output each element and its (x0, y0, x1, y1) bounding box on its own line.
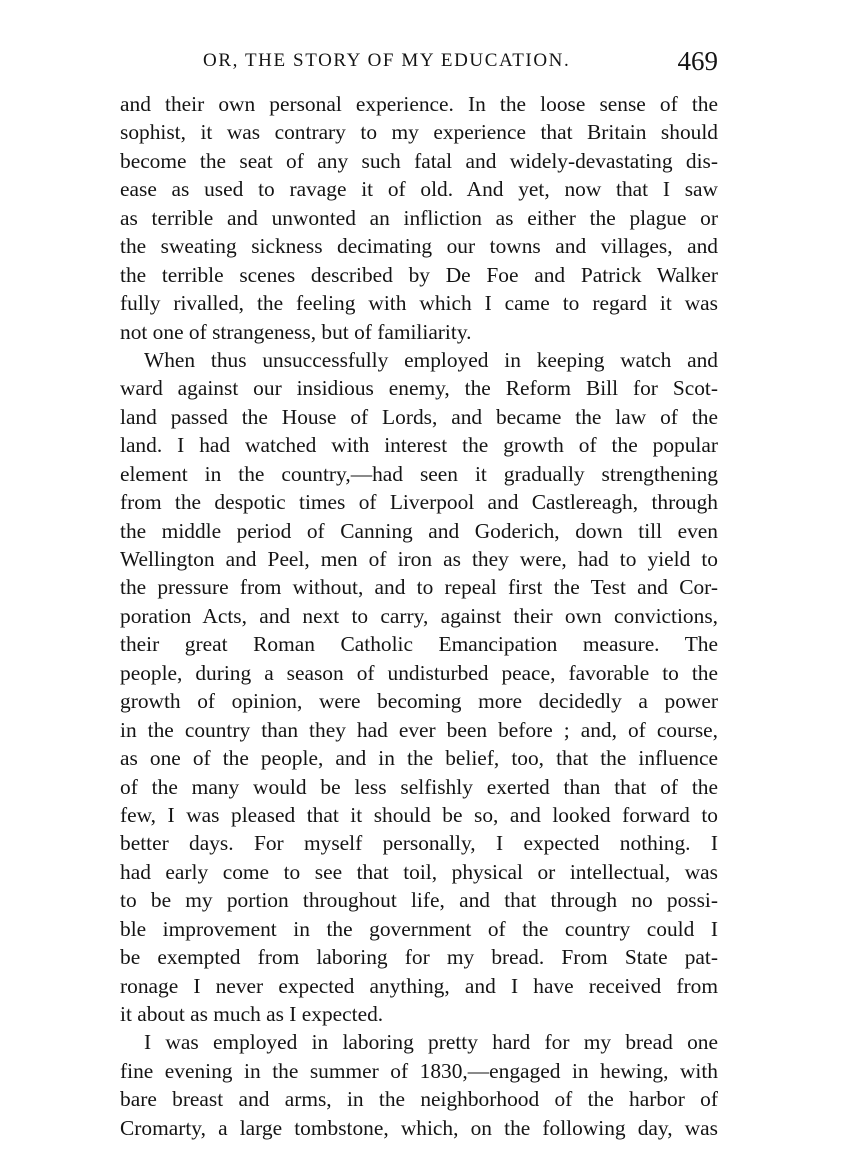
text-line: growth of opinion, were becoming more decidedly a power (120, 689, 718, 714)
text-line: Wellington and Peel, men of iron as they were, had to yield to (120, 547, 718, 571)
running-header (120, 46, 720, 76)
text-line: people, during a season of undisturbed peace, favorable to the (120, 660, 718, 685)
text-line: to be my portion throughout life, and that through no possi- (120, 888, 718, 913)
text-line: better days. For myself personally, I expected nothing. I (120, 831, 718, 856)
text-line: poration Acts, and next to carry, against their own convictions, (120, 603, 718, 628)
text-line: ease as used to ravage it of old. And yet, now that I saw (120, 177, 718, 202)
text-line: the pressure from without, and to repeal first the Test and Cor- (120, 575, 718, 600)
text-line: as terrible and unwonted an infliction as either the plague or (120, 205, 718, 230)
text-line: become the seat of any such fatal and widely-devastating dis- (120, 148, 718, 173)
text-line: fully rivalled, the feeling with which I came to regard it was (120, 291, 718, 316)
paragraph-start-line: I was employed in laboring pretty hard for my bread one (144, 1030, 718, 1055)
text-line: the middle period of Canning and Goderich, down till even (120, 518, 718, 543)
text-line: and their own personal experience. In the loose sense of the (120, 92, 718, 116)
text-line: element in the country,—had seen it gradually strengthening (120, 461, 718, 486)
text-line: land. I had watched with interest the growth of the popular (120, 433, 718, 458)
text-line: had early come to see that toil, physical or intellectual, was (120, 859, 718, 884)
text-line: from the despotic times of Liverpool and Castlereagh, through (120, 490, 718, 515)
text-line: land passed the House of Lords, and became the law of the (120, 404, 718, 429)
text-line: sophist, it was contrary to my experience that Britain should (120, 120, 718, 145)
running-title: OR, THE STORY OF MY EDUCATION. (203, 50, 571, 71)
paragraph-start-line: When thus unsuccessfully employed in keeping watch and (144, 347, 718, 372)
text-line: ward against our insidious enemy, the Reform Bill for Scot- (120, 376, 718, 401)
body-text (120, 90, 718, 1142)
text-line: fine evening in the summer of 1830,—engaged in hewing, with (120, 1058, 718, 1083)
text-line: Cromarty, a large tombstone, which, on the following day, was (120, 1115, 718, 1140)
text-line: ble improvement in the government of the country could I (120, 916, 718, 941)
text-line: the terrible scenes described by De Foe and Patrick Walker (120, 262, 718, 287)
text-line: bare breast and arms, in the neighborhood of the harbor of (120, 1087, 718, 1112)
text-line: not one of strangeness, but of familiarity. (120, 319, 472, 344)
page-number: 469 (677, 46, 718, 76)
text-line: in the country than they had ever been before ; and, of course, (120, 717, 718, 742)
text-line: as one of the people, and in the belief, too, that the influence (120, 746, 718, 771)
text-line: the sweating sickness decimating our towns and villages, and (120, 234, 718, 259)
text-line: their great Roman Catholic Emancipation measure. The (120, 632, 718, 657)
text-line: of the many would be less selfishly exerted than that of the (120, 774, 718, 799)
text-line: ronage I never expected anything, and I have received from (120, 973, 718, 998)
text-line: few, I was pleased that it should be so, and looked forward to (120, 802, 718, 827)
text-line: be exempted from laboring for my bread. From State pat- (120, 945, 718, 970)
text-line: it about as much as I expected. (120, 1002, 384, 1026)
